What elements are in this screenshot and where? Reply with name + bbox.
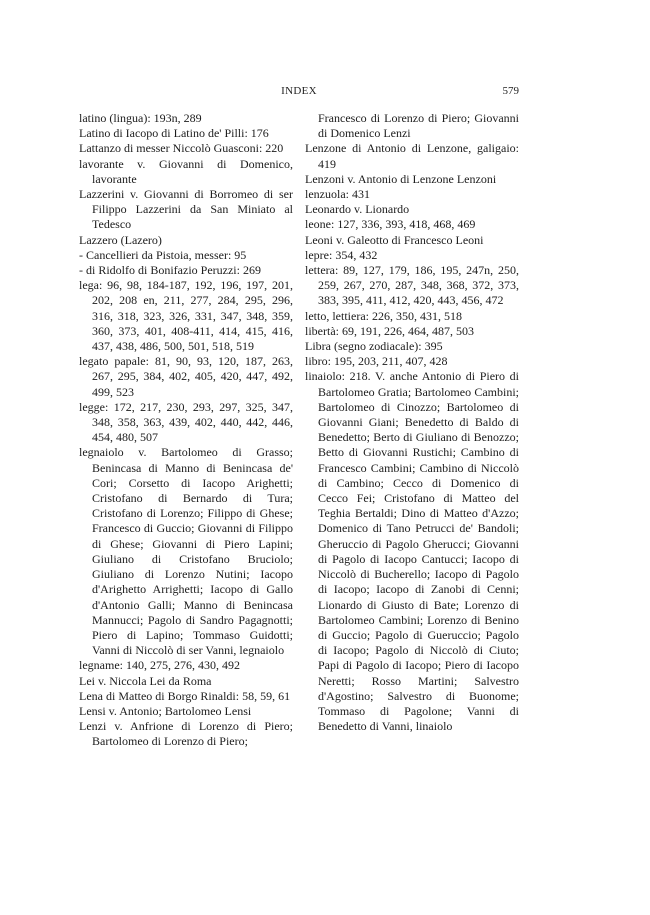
index-subentry: - di Ridolfo di Bonifazio Peruzzi: 269 — [79, 263, 261, 278]
index-entry: latino (lingua): 193n, 289 — [79, 111, 202, 125]
index-entry: Lenzi v. Anfrione di Lorenzo di Piero; Bartolomeo di Lorenzo di Piero; — [79, 719, 293, 749]
index-entry: Lena di Matteo di Borgo Rinaldi: 58, 59, 61 — [79, 688, 291, 703]
index-entry: Libra (segno zodiacale): 395 — [305, 339, 443, 354]
index-entry-continued: Francesco di Lorenzo di Piero; Giovanni di Domenico Lenzi — [318, 111, 519, 141]
index-subentry: - Cancellieri da Pistoia, messer: 95 — [79, 247, 247, 262]
index-entry: Lenzoni v. Antonio di Lenzone Lenzoni — [305, 171, 497, 186]
index-entry: legato papale: 81, 90, 93, 120, 187, 263, 267, 295, 384, 402, 405, 420, 447, 492, 499, 523 — [79, 354, 293, 399]
index-column-left — [79, 111, 293, 750]
index-entry: linaiolo: 218. V. anche Antonio di Piero di Bartolomeo Gratia; Bartolomeo Cambini; Bartolomeo di Cinozzo; Bartolomeo di Giovanni Giani; Benedetto di Baldo di Benedetto; Berto di Giuliano di Benozzo; Betto di Giovanni Rustichi; Cambino di Francesco Cambini; Cambino di Niccolò di Cambino; Cecco di Domenico di Cecco Fei; Cristofano di Matteo del Teghia Bertaldi; Dino di Matteo d'Azzo; Domenico di Tano Petrucci de' Bandoli; Gheruccio di Pagolo Gherucci; Giovanni di Pagolo di Iacopo Cantucci; Iacopo di Niccolò di Bucherello; Iacopo di Pagolo di Iacopo; Iacopo di Zanobi di Cenni; Lionardo di Giusto di Bate; Lorenzo di Bartolomeo Cambini; Lorenzo di Benino di Guccio; Pagolo di Gueruccio; Pagolo di Iacopo; Pagolo di Niccolò di Ciuto; Papi di Pagolo di Iacopo; Piero di Iacopo Neretti; Rosso Martini; Salvestro d'Agostino; Salvestro di Buonome; Tommaso di Pagolone; Vanni di Benedetto di Vanni, linaiolo — [305, 369, 519, 734]
index-entry: Latino di Iacopo di Latino de' Pilli: 176 — [79, 126, 269, 141]
index-entry: leone: 127, 336, 393, 418, 468, 469 — [305, 217, 476, 232]
page-number: 579 — [502, 85, 519, 97]
index-entry: legname: 140, 275, 276, 430, 492 — [79, 658, 240, 673]
page-header — [79, 84, 519, 100]
index-entry: Lazzerini v. Giovanni di Borromeo di ser Filippo Lazzerini da San Miniato al Tedesco — [79, 187, 293, 232]
index-entry: letto, lettiera: 226, 350, 431, 518 — [305, 308, 462, 323]
index-entry: lenzuola: 431 — [305, 187, 370, 202]
index-column-right — [305, 111, 519, 734]
index-entry: Lattanzo di messer Niccolò Guasconi: 220 — [79, 141, 284, 156]
running-title: INDEX — [281, 85, 317, 97]
index-entry: lega: 96, 98, 184-187, 192, 196, 197, 201, 202, 208 en, 211, 277, 284, 295, 296, 316, 318, 323, 326, 331, 347, 348, 359, 360, 373, 401, 408-411, 414, 415, 416, 437, 438, 486, 500, 501, 518, 519 — [79, 278, 293, 354]
index-entry: libro: 195, 203, 211, 407, 428 — [305, 354, 448, 369]
index-entry: lettera: 89, 127, 179, 186, 195, 247n, 250, 259, 267, 270, 287, 348, 368, 372, 373, 383, 395, 411, 412, 420, 443, 456, 472 — [305, 263, 519, 308]
index-entry: Lei v. Niccola Lei da Roma — [79, 673, 212, 688]
index-entry: Leonardo v. Lionardo — [305, 202, 410, 217]
index-entry: Lensi v. Antonio; Bartolomeo Lensi — [79, 703, 252, 718]
index-entry: legnaiolo v. Bartolomeo di Grasso; Benincasa di Manno di Benincasa de' Cori; Corsetto di Iacopo Arighetti; Cristofano di Bernardo di Tura; Cristofano di Lorenzo; Filippo di Ghese; Francesco di Guccio; Giovanni di Filippo di Ghese; Giovanni di Piero Lapini; Giuliano di Cristofano Bruciolo; Giuliano di Lorenzo Nutini; Iacopo d'Arighetto Arrighetti; Iacopo di Gallo d'Antonio Galli; Manno di Benincasa Mannucci; Pagolo di Sandro Pagagnotti; Piero di Lapino; Tommaso Guidotti; Vanni di Niccolò di ser Vanni, legnaiolo — [79, 445, 293, 658]
index-entry: legge: 172, 217, 230, 293, 297, 325, 347, 348, 358, 363, 439, 402, 440, 442, 446, 454, 480, 507 — [79, 399, 293, 445]
index-entry: Lazzero (Lazero) — [79, 232, 162, 247]
index-entry: libertà: 69, 191, 226, 464, 487, 503 — [305, 323, 474, 338]
index-entry: lavorante v. Giovanni di Domenico, lavorante — [79, 156, 293, 186]
index-entry: lepre: 354, 432 — [305, 247, 378, 262]
index-entry: Lenzone di Antonio di Lenzone, galigaio: 419 — [305, 141, 519, 171]
index-entry: Leoni v. Galeotto di Francesco Leoni — [305, 232, 484, 247]
